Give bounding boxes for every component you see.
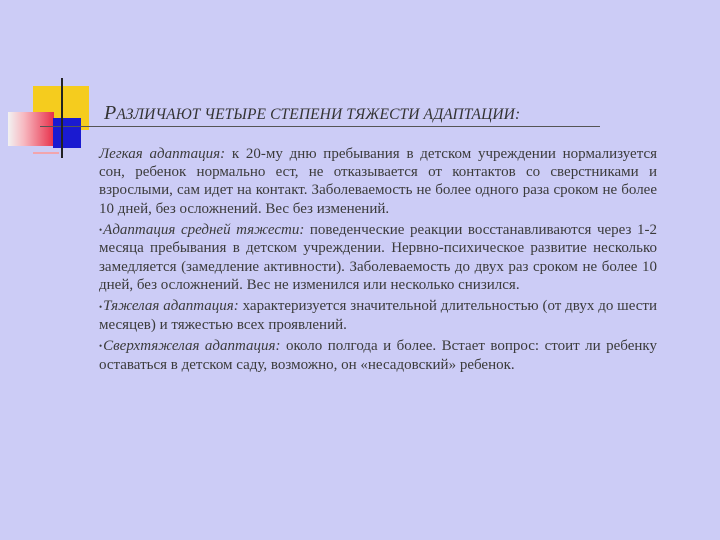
item-text: около полгода и более. Встает вопрос: стоит ли ребенку оставаться в детском саду, возможно, он «несадовский» ребенок. [99,337,658,373]
list-item-extreme [99,337,657,374]
list-item-light [99,145,657,218]
title-text: АЗЛИЧАЮТ ЧЕТЫРЕ СТЕПЕНИ ТЯЖЕСТИ АДАПТАЦИИ: [116,106,521,123]
pink-bar-decoration [33,152,59,154]
item-term: Тяжелая адаптация: [103,298,239,315]
item-term: Адаптация средней тяжести: [103,221,305,238]
bullet-icon: • [99,341,103,352]
list-item-severe [99,297,657,334]
item-term: Сверхтяжелая адаптация: [103,337,281,354]
list-item-moderate [99,221,657,294]
blue-square-decoration [53,118,81,148]
item-text: характеризуется значительной длительностью (от двух до шести месяцев) и тяжестью всех проявлений. [99,298,657,333]
red-gradient-square-decoration [8,112,54,146]
item-text: поведенческие реакции восстанавливаются через 1-2 месяца пребывания в детском учреждении. Нервно-психическое развитие несколько замедляется (замедление активности). Заболеваемость до двух раз сроком не более 10 дней, без осложнений. Вес не изменился или несколько снизился. [99,221,657,293]
slide-body [99,145,657,377]
vertical-line-decoration [61,78,63,158]
title-initial-letter: Р [104,102,117,124]
item-text: к 20-му дню пребывания в детском учреждении нормализуется сон, ребенок нормально ест, не отказывается от контактов со сверстниками и взрослыми, сам идет на контакт. Заболеваемость не более одного раза сроком не более 10 дней, без осложнений. Вес без изменений. [99,146,658,217]
bullet-icon: • [99,225,103,236]
item-term: Легкая адаптация: [99,146,226,162]
bullet-icon: • [99,301,103,312]
title-underline-divider [40,126,600,127]
slide-title [104,102,520,125]
